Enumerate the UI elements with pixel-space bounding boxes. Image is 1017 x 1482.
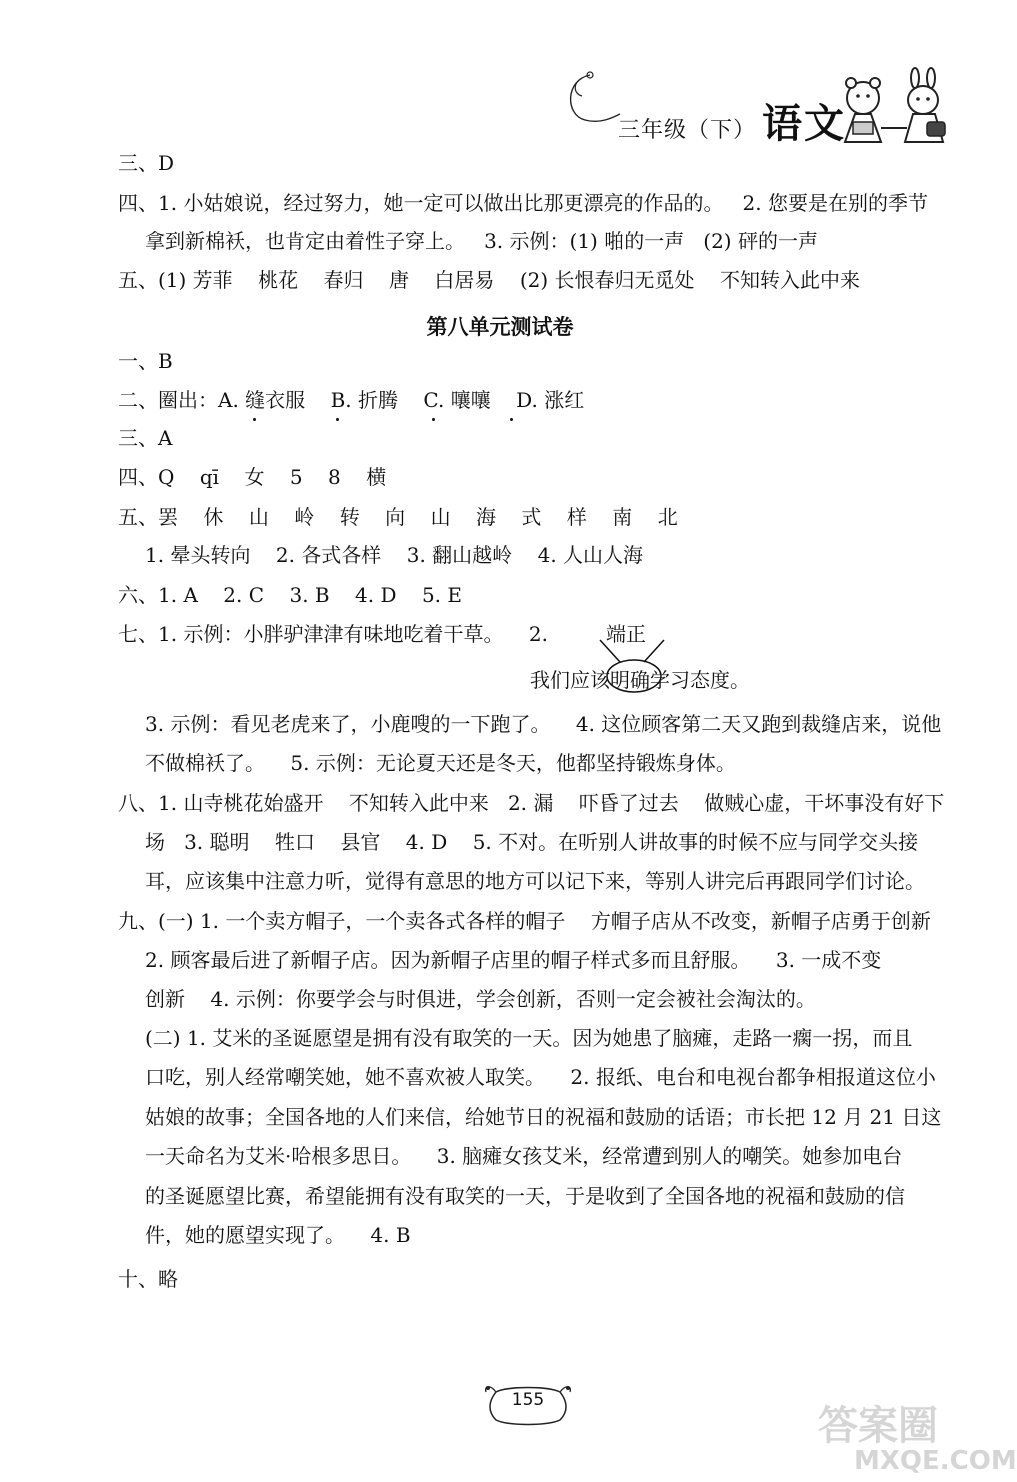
answer-line: 五、罢 休 山 岭 转 向 山 海 式 样 南 北	[118, 505, 678, 529]
header-title	[618, 92, 846, 149]
answer-line: 四、Q qī 女 5 8 横	[118, 465, 387, 489]
answer-line: (二) 1. 艾米的圣诞愿望是拥有没有取笑的一天。因为她患了脑瘫，走路一瘸一拐，而且	[145, 1026, 913, 1050]
answer-line: 拿到新棉袄，也肯定由着性子穿上。 3. 示例：(1) 啪的一声 (2) 砰的一声	[145, 229, 818, 253]
replacement-word: 端正	[606, 622, 646, 646]
subject-label: 语文	[762, 101, 847, 147]
answer-line: 耳，应该集中注意力听，觉得有意思的地方可以记下来，等别人讲完后再跟同学们讨论。	[145, 869, 925, 893]
section-title: 第八单元测试卷	[426, 315, 574, 339]
vine-decoration-icon	[560, 70, 620, 130]
circle-mark-icon	[530, 612, 790, 702]
answer-line: 口吃，别人经常嘲笑她，她不喜欢被人取笑。 2. 报纸、电台和电视台都争相报道这位小	[145, 1065, 936, 1089]
page-header	[560, 70, 980, 150]
answer-line: 五、(1) 芳菲 桃花 春归 唐 白居易 (2) 长恨春归无觅处 不知转入此中来	[118, 268, 860, 292]
answer-line: 创新 4. 示例：你要学会与时俱进，学会创新，否则一定会被社会淘汰的。	[145, 987, 816, 1011]
emphasis-dot	[336, 418, 339, 421]
answer-line: 二、圈出：A. 缝衣服 B. 折腾 C. 嚷嚷 D. 涨红	[118, 388, 585, 412]
answer-line: 十、略	[118, 1267, 178, 1291]
answer-line: 三、D	[118, 151, 175, 175]
answer-line: 八、1. 山寺桃花始盛开 不知转入此中来 2. 漏 吓昏了过去 做贼心虚，干坏事没有好下	[118, 791, 945, 815]
answer-line: 2. 顾客最后进了新帽子店。因为新帽子店里的帽子样式多而且舒服。 3. 一成不变	[145, 948, 882, 972]
emphasis-dot	[253, 418, 256, 421]
answer-line: 1. 晕头转向 2. 各式各样 3. 翻山越岭 4. 人山人海	[145, 543, 644, 567]
answer-line: 不做棉袄了。 5. 示例：无论夏天还是冬天，他都坚持锻炼身体。	[145, 751, 736, 775]
answer-line: 三、A	[118, 426, 173, 450]
watermark-logo-text: 答案圈	[818, 1403, 938, 1449]
emphasis-dot	[510, 418, 513, 421]
emphasis-dot	[432, 418, 435, 421]
answer-line: 六、1. A 2. C 3. B 4. D 5. E	[118, 583, 462, 607]
page-number: 155	[511, 1390, 545, 1410]
grade-label: 三年级（下）	[618, 118, 757, 143]
mascot-bears-icon	[835, 70, 960, 150]
answer-line: 九、(一) 1. 一个卖方帽子，一个卖各式各样的帽子 方帽子店从不改变，新帽子店勇于创新	[118, 909, 931, 933]
correction-diagram	[530, 612, 790, 702]
answer-line: 七、1. 示例：小胖驴津津有味地吃着干草。 2.	[118, 622, 548, 646]
answer-line: 件，她的愿望实现了。 4. B	[145, 1223, 411, 1247]
page-number-badge	[478, 1378, 578, 1428]
diagram-sentence: 我们应该明确学习态度。	[530, 668, 750, 692]
answer-line: 一天命名为艾米·哈根多思日。 3. 脑瘫女孩艾米，经常遭到别人的嘲笑。她参加电台	[145, 1144, 903, 1168]
answer-line: 姑娘的故事；全国各地的人们来信，给她节日的祝福和鼓励的话语；市长把 12 月 21 日这	[145, 1105, 942, 1129]
watermark-logo	[818, 1388, 1017, 1482]
answer-line: 3. 示例：看见老虎来了，小鹿嗖的一下跑了。 4. 这位顾客第二天又跑到裁缝店来，说他	[145, 712, 942, 736]
answer-line: 四、1. 小姑娘说，经过努力，她一定可以做出比那更漂亮的作品的。 2. 您要是在别的季节	[118, 191, 928, 215]
answer-line: 的圣诞愿望比赛，希望能拥有没有取笑的一天，于是收到了全国各地的祝福和鼓励的信	[145, 1184, 905, 1208]
answer-line: 场 3. 聪明 牲口 县官 4. D 5. 不对。在听别人讲故事的时候不应与同学交头接	[145, 830, 919, 854]
watermark-url: MXQE.COM	[854, 1446, 1017, 1476]
answer-line: 一、B	[118, 349, 173, 373]
